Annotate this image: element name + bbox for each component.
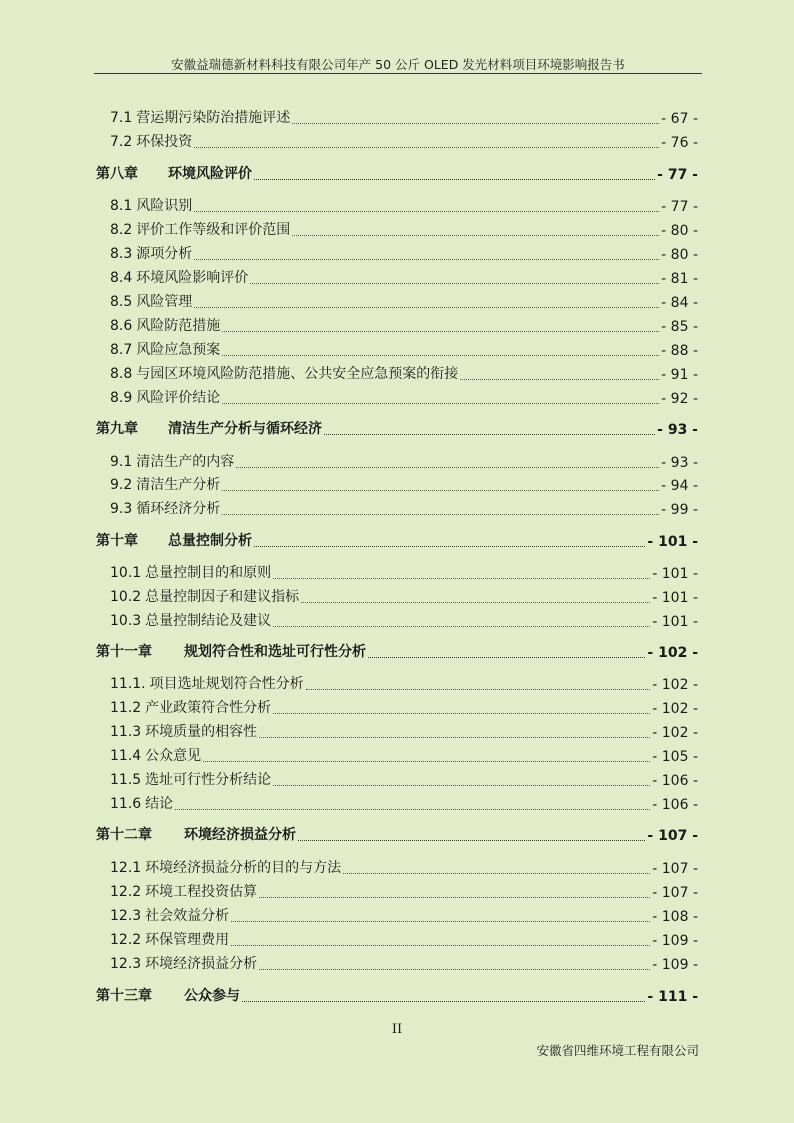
toc-label xyxy=(110,474,220,494)
toc-number: 第九章 xyxy=(96,421,138,437)
toc-title: 风险防范措施 xyxy=(136,318,221,334)
toc-title: 清洁生产分析 xyxy=(136,477,221,493)
toc-number: 11.5 xyxy=(110,772,142,788)
toc-number: 9.2 xyxy=(110,477,133,493)
toc-section[interactable] xyxy=(110,474,698,494)
toc-number: 11.2 xyxy=(110,700,142,716)
toc-number: 7.2 xyxy=(110,134,133,150)
toc-leader-dots xyxy=(368,656,645,658)
toc-page-number: - 85 - xyxy=(661,319,698,335)
toc-number: 8.7 xyxy=(110,342,133,358)
toc-section[interactable] xyxy=(110,498,698,518)
toc-page-number: - 91 - xyxy=(661,367,698,383)
toc-title: 环境经济损益分析 xyxy=(145,956,258,972)
toc-leader-dots xyxy=(259,736,650,738)
toc-title: 总量控制因子和建议指标 xyxy=(145,589,300,605)
toc-section[interactable] xyxy=(110,451,698,471)
toc-page-number: - 106 - xyxy=(652,797,698,813)
document-header: 安徽益瑞德新材料科技有限公司年产 50 公斤 OLED 发光材料项目环境影响报告书 xyxy=(171,57,625,72)
toc-page-number: - 105 - xyxy=(652,749,698,765)
toc-number: 8.9 xyxy=(110,390,133,406)
toc-page-number: - 111 - xyxy=(647,989,698,1005)
toc-leader-dots xyxy=(194,258,659,260)
toc-leader-dots xyxy=(242,1000,645,1002)
toc-section[interactable] xyxy=(110,291,698,311)
toc-page-number: - 84 - xyxy=(661,295,698,311)
toc-title: 环保投资 xyxy=(136,134,193,150)
toc-section[interactable] xyxy=(110,857,698,877)
toc-number: 9.1 xyxy=(110,454,133,470)
toc-title: 清洁生产分析与循环经济 xyxy=(168,421,322,437)
toc-label xyxy=(110,673,304,693)
toc-page-number: - 107 - xyxy=(652,861,698,877)
toc-number: 8.1 xyxy=(110,198,133,214)
toc-page-number: - 101 - xyxy=(652,590,698,606)
toc-number: 12.2 xyxy=(110,932,142,948)
toc-page-number: - 77 - xyxy=(657,167,698,183)
toc-label xyxy=(110,131,192,151)
toc-label xyxy=(110,195,192,215)
toc-chapter[interactable] xyxy=(96,985,698,1005)
toc-number: 11.4 xyxy=(110,748,142,764)
toc-section[interactable] xyxy=(110,243,698,263)
toc-page-number: - 101 - xyxy=(647,534,698,550)
toc-title: 规划符合性和选址可行性分析 xyxy=(184,644,366,660)
toc-title: 与园区环境风险防范措施、公共安全应急预案的衔接 xyxy=(136,366,459,382)
toc-section[interactable] xyxy=(110,769,698,789)
toc-leader-dots xyxy=(306,688,651,690)
toc-section[interactable] xyxy=(110,905,698,925)
toc-leader-dots xyxy=(259,968,650,970)
toc-leader-dots xyxy=(231,944,650,946)
toc-page-number: - 101 - xyxy=(652,614,698,630)
toc-chapter[interactable] xyxy=(96,824,698,844)
toc-page-number: - 80 - xyxy=(661,247,698,263)
toc-label xyxy=(110,586,299,606)
toc-leader-dots xyxy=(301,601,650,603)
toc-section[interactable] xyxy=(110,586,698,606)
toc-title: 营运期污染防治措施评述 xyxy=(136,110,291,126)
toc-leader-dots xyxy=(222,513,659,515)
toc-number: 11.3 xyxy=(110,724,142,740)
toc-leader-dots xyxy=(231,920,650,922)
toc-label xyxy=(110,769,271,789)
toc-section[interactable] xyxy=(110,219,698,239)
toc-leader-dots xyxy=(222,489,659,491)
toc-section[interactable] xyxy=(110,131,698,151)
toc-leader-dots xyxy=(203,760,650,762)
toc-title: 循环经济分析 xyxy=(136,501,221,517)
page-number: II xyxy=(391,1022,403,1037)
toc-label xyxy=(110,315,220,335)
toc-number: 8.4 xyxy=(110,270,133,286)
toc-leader-dots xyxy=(175,808,650,810)
toc-title: 总量控制结论及建议 xyxy=(145,613,272,629)
toc-leader-dots xyxy=(259,896,650,898)
toc-title: 项目选址规划符合性分析 xyxy=(149,676,304,692)
toc-title: 选址可行性分析结论 xyxy=(145,772,272,788)
toc-title: 结论 xyxy=(145,796,174,812)
toc-leader-dots xyxy=(273,784,650,786)
toc-label xyxy=(110,610,271,630)
toc-title: 评价工作等级和评价范围 xyxy=(136,222,291,238)
toc-label xyxy=(96,530,252,550)
toc-page-number: - 76 - xyxy=(661,135,698,151)
toc-label xyxy=(110,953,257,973)
toc-page-number: - 101 - xyxy=(652,566,698,582)
toc-page-number: - 107 - xyxy=(647,828,698,844)
header-rule xyxy=(94,73,702,74)
toc-leader-dots xyxy=(222,354,659,356)
toc-section[interactable] xyxy=(110,195,698,215)
toc-title: 公众参与 xyxy=(184,988,240,1004)
toc-leader-dots xyxy=(254,178,655,180)
toc-leader-dots xyxy=(194,146,659,148)
toc-page-number: - 88 - xyxy=(661,343,698,359)
toc-label xyxy=(110,929,229,949)
toc-page-number: - 81 - xyxy=(661,271,698,287)
toc-label xyxy=(110,793,173,813)
toc-section[interactable] xyxy=(110,745,698,765)
toc-leader-dots xyxy=(324,433,655,435)
toc-title: 环境经济损益分析 xyxy=(184,827,296,843)
toc-label xyxy=(110,498,220,518)
toc-page-number: - 102 - xyxy=(652,677,698,693)
toc-label xyxy=(96,824,296,844)
toc-label xyxy=(110,562,271,582)
toc-title: 风险管理 xyxy=(136,294,193,310)
toc-number: 10.3 xyxy=(110,613,142,629)
toc-number: 12.3 xyxy=(110,956,142,972)
toc-leader-dots xyxy=(273,577,650,579)
toc-number: 11.6 xyxy=(110,796,142,812)
toc-number: 10.2 xyxy=(110,589,142,605)
toc-page-number: - 108 - xyxy=(652,909,698,925)
toc-section[interactable] xyxy=(110,673,698,693)
toc-leader-dots xyxy=(273,625,650,627)
toc-leader-dots xyxy=(292,234,659,236)
toc-title: 总量控制分析 xyxy=(168,533,252,549)
toc-label xyxy=(110,291,192,311)
toc-title: 风险应急预案 xyxy=(136,342,221,358)
toc-title: 总量控制目的和原则 xyxy=(145,565,272,581)
toc-leader-dots xyxy=(194,306,659,308)
toc-label xyxy=(110,905,229,925)
toc-title: 风险识别 xyxy=(136,198,193,214)
toc-chapter[interactable] xyxy=(96,641,698,661)
toc-leader-dots xyxy=(222,330,659,332)
toc-number: 7.1 xyxy=(110,110,133,126)
toc-number: 8.5 xyxy=(110,294,133,310)
toc-label xyxy=(110,857,341,877)
toc-section[interactable] xyxy=(110,387,698,407)
toc-label xyxy=(96,163,252,183)
toc-page-number: - 93 - xyxy=(661,455,698,471)
toc-label xyxy=(110,451,234,471)
toc-leader-dots xyxy=(343,872,650,874)
toc-title: 环境风险评价 xyxy=(168,166,252,182)
toc-section[interactable] xyxy=(110,610,698,630)
toc-page-number: - 99 - xyxy=(661,502,698,518)
toc-title: 清洁生产的内容 xyxy=(136,454,235,470)
toc-label xyxy=(110,363,458,383)
toc-number: 11.1. xyxy=(110,676,146,692)
toc-label xyxy=(110,387,220,407)
toc-leader-dots xyxy=(292,122,659,124)
toc-section[interactable] xyxy=(110,315,698,335)
toc-title: 环境经济损益分析的目的与方法 xyxy=(145,860,342,876)
toc-chapter[interactable] xyxy=(96,163,698,183)
toc-title: 产业政策符合性分析 xyxy=(145,700,272,716)
toc-page-number: - 107 - xyxy=(652,885,698,901)
toc-title: 环境风险影响评价 xyxy=(136,270,249,286)
toc-title: 社会效益分析 xyxy=(145,908,230,924)
toc-page-number: - 92 - xyxy=(661,391,698,407)
toc-section[interactable] xyxy=(110,793,698,813)
toc-page-number: - 102 - xyxy=(652,725,698,741)
toc-section[interactable] xyxy=(110,339,698,359)
toc-section[interactable] xyxy=(110,363,698,383)
toc-number: 第十章 xyxy=(96,533,138,549)
toc-page-number: - 80 - xyxy=(661,223,698,239)
toc-page-number: - 102 - xyxy=(647,645,698,661)
toc-number: 第十二章 xyxy=(96,827,152,843)
toc-label xyxy=(110,339,220,359)
company-name: 安徽省四维环境工程有限公司 xyxy=(536,1043,699,1058)
toc-title: 风险评价结论 xyxy=(136,390,221,406)
toc-page-number: - 67 - xyxy=(661,111,698,127)
toc-label xyxy=(110,721,257,741)
toc-label xyxy=(110,219,290,239)
toc-page-number: - 77 - xyxy=(661,199,698,215)
toc-section[interactable] xyxy=(110,697,698,717)
toc-title: 环保管理费用 xyxy=(145,932,230,948)
toc-number: 9.3 xyxy=(110,501,133,517)
toc-title: 公众意见 xyxy=(145,748,202,764)
toc-number: 12.3 xyxy=(110,908,142,924)
toc-leader-dots xyxy=(222,402,659,404)
toc-section[interactable] xyxy=(110,953,698,973)
toc-page-number: - 94 - xyxy=(661,478,698,494)
toc-leader-dots xyxy=(194,210,659,212)
toc-page-number: - 109 - xyxy=(652,933,698,949)
toc-leader-dots xyxy=(460,378,659,380)
toc-page-number: - 109 - xyxy=(652,957,698,973)
toc-label xyxy=(110,745,201,765)
toc-chapter[interactable] xyxy=(96,530,698,550)
toc-leader-dots xyxy=(298,839,645,841)
toc-label xyxy=(110,243,192,263)
toc-title: 环境工程投资估算 xyxy=(145,884,258,900)
toc-label xyxy=(96,418,322,438)
toc-section[interactable] xyxy=(110,562,698,582)
toc-section[interactable] xyxy=(110,107,698,127)
toc-label xyxy=(96,641,366,661)
toc-number: 第十一章 xyxy=(96,644,152,660)
toc-leader-dots xyxy=(236,466,659,468)
toc-label xyxy=(110,267,248,287)
toc-number: 第八章 xyxy=(96,166,138,182)
toc-title: 环境质量的相容性 xyxy=(145,724,258,740)
toc-number: 8.8 xyxy=(110,366,133,382)
toc-number: 8.2 xyxy=(110,222,133,238)
toc-number: 第十三章 xyxy=(96,988,152,1004)
toc-section[interactable] xyxy=(110,929,698,949)
toc-page-number: - 106 - xyxy=(652,773,698,789)
toc-section[interactable] xyxy=(110,721,698,741)
toc-page-number: - 102 - xyxy=(652,701,698,717)
toc-label xyxy=(96,985,240,1005)
toc-number: 8.6 xyxy=(110,318,133,334)
toc-title: 源项分析 xyxy=(136,246,193,262)
toc-leader-dots xyxy=(250,282,659,284)
toc-number: 10.1 xyxy=(110,565,142,581)
toc-section[interactable] xyxy=(110,267,698,287)
toc-number: 12.1 xyxy=(110,860,142,876)
toc-section[interactable] xyxy=(110,881,698,901)
toc-leader-dots xyxy=(273,712,650,714)
toc-number: 8.3 xyxy=(110,246,133,262)
toc-label xyxy=(110,107,290,127)
toc-number: 12.2 xyxy=(110,884,142,900)
toc-label xyxy=(110,697,271,717)
toc-page-number: - 93 - xyxy=(657,422,698,438)
toc-leader-dots xyxy=(254,545,645,547)
toc-label xyxy=(110,881,257,901)
toc-chapter[interactable] xyxy=(96,418,698,438)
